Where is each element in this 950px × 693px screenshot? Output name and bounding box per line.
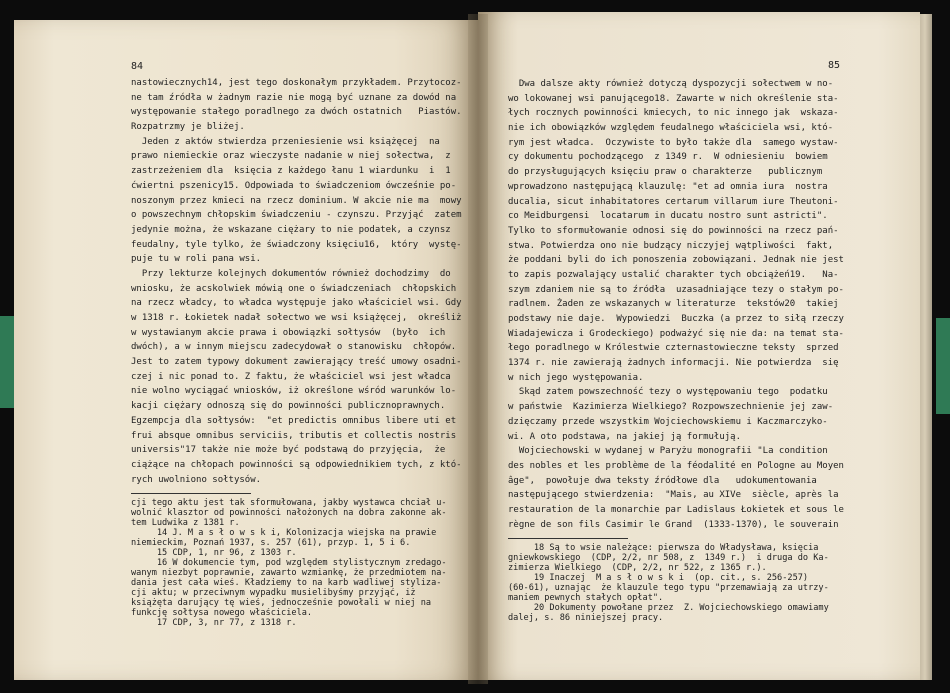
- text-line: Wojciechowski w wydanej w Paryżu monografii "La condition: [508, 446, 828, 457]
- left-body-lines: [131, 76, 478, 487]
- text-line: że poddani byli do ich ponoszenia zobowiązani. Jednak nie jest: [508, 255, 844, 266]
- text-line: Skąd zatem powszechność tezy o występowaniu tego podatku: [508, 387, 828, 398]
- text-line: Przy lekturze kolejnych dokumentów również dochodzimy do: [131, 268, 451, 279]
- right-footnote-rule: [508, 538, 628, 539]
- left-footnotes: [131, 498, 478, 628]
- text-line: do przysługujących księciu praw o charakterze publicznym: [508, 167, 823, 178]
- text-line: 1374 r. nie zawierają żadnych informacji. Nie potwierdza się: [508, 358, 839, 369]
- book-gutter: [468, 14, 488, 684]
- text-line: ne tam źródła w żadnym razie nie mogą być uznane za dowód na: [131, 92, 457, 103]
- text-line: dzięczamy przede wszystkim Wojciechowskiemu i Kaczmarczyko-: [508, 416, 828, 427]
- footnote-line: zimierza Wielkiego (CDP, 2/2, nr 522, z 1365 r.).: [508, 563, 767, 574]
- footnote-line: 19 Inaczej M a s ł o w s k i (op. cit., s. 256-257): [508, 573, 809, 584]
- text-line: kacji ciężary odnoszą się do powinności publicznoprawnych.: [131, 401, 446, 412]
- left-footnote-rule: [131, 493, 251, 494]
- footnote-line: niemieckim, Poznań 1937, s. 257 (61), przyp. 1, 5 i 6.: [131, 538, 411, 549]
- text-line: wo lokowanej wsi panującego18. Zawarte w nich określenie sta-: [508, 93, 839, 104]
- left-page: [14, 20, 478, 680]
- text-line: Tylko to sformułowanie odnosi się do powinności na rzecz pań-: [508, 225, 839, 236]
- footnote-line: tem Ludwika z 1381 r.: [131, 518, 240, 529]
- text-line: Dwa dalsze akty również dotyczą dyspozycji sołectwem w no-: [508, 79, 834, 89]
- text-line: rym jest władca. Oczywiste to było także dla samego wystaw-: [508, 137, 839, 148]
- right-page-number: 85: [828, 60, 841, 71]
- text-line: szym zdaniem nie są to źródła uzasadniające tezy o stałym po-: [508, 284, 844, 295]
- text-line: łego poradlnego w Królestwie czternastowieczne teksty sprzed: [508, 343, 839, 354]
- text-line: frui absque omnibus serviciis, tributis et collectis nostris: [131, 430, 457, 441]
- text-line: radlnem. Żaden ze wskazanych w literaturze tekstów20 takiej: [508, 299, 839, 310]
- footnote-line: 20 Dokumenty powołane przez Z. Wojciechowskiego omawiamy: [508, 603, 829, 614]
- text-line: podstawy nie daje. Wypowiedzi Buczka (a przez to siłą rzeczy: [508, 314, 844, 324]
- text-line: ducalia, sicut inhabitatores certarum villarum iure Theutoni-: [508, 196, 839, 207]
- text-line: Jest to zatem typowy dokument zawierający treść umowy osadni-: [131, 357, 462, 368]
- text-line: jedynie można, że wskazane ciężary to nie podatek, a czynsz: [131, 224, 451, 235]
- left-page-text: [131, 76, 478, 628]
- text-line: wniosku, że acskolwiek mówią one o świadczeniach chłopskich: [131, 283, 457, 294]
- footnote-line: cji aktu; w przeciwnym wypadku musielibyśmy przyjąć, iż: [131, 588, 416, 599]
- footnote-line: dalej, s. 86 niniejszej pracy.: [508, 613, 664, 624]
- text-line: ciążące na chłopach powinności są odpowiednikiem tych, z któ-: [131, 459, 462, 470]
- text-line: cy dokumentu pochodzącego z 1349 r. W odniesieniu bowiem: [508, 152, 828, 163]
- footnote-line: 14 J. M a s ł o w s k i, Kolonizacja wiejska na prawie: [131, 528, 437, 539]
- text-line: nie wolno wyciągać wniosków, iż określone wśród warunków lo-: [131, 386, 457, 397]
- footnote-line: cji tego aktu jest tak sformułowana, jakby wystawca chciał u-: [131, 498, 447, 509]
- footnote-line: wolnić klasztor od powinności nałożonych na dobra zakonne ak-: [131, 508, 447, 519]
- text-line: występowanie stałego poradlnego za dwóch ostatnich Piastów.: [131, 107, 462, 118]
- right-footnotes: [508, 543, 858, 623]
- footnote-line: gniewkowskiego (CDP, 2/2, nr 508, z 1349 r.) i druga do Ka-: [508, 553, 829, 564]
- footnote-line: maniem pewnych stałych opłat".: [508, 593, 664, 604]
- text-line: następującego stwierdzenia: "Mais, au XIVe siècle, après la: [508, 490, 839, 501]
- right-body-lines: [508, 77, 858, 532]
- text-line: restauration de la monarchie par Ladislaus Łokietek et sous le: [508, 504, 844, 515]
- text-line: âge", powołuje dwa teksty źródłowe dla udokumentowania: [508, 475, 817, 486]
- text-line: rych uwolniono sołtysów.: [131, 474, 262, 485]
- background-strip-right: [936, 318, 950, 414]
- footnote-line: dania jest cała wieś. Kładziemy to na karb wadliwej styliza-: [131, 578, 442, 589]
- text-line: ćwiertni pszenicy15. Odpowiada to świadczeniom ówcześnie po-: [131, 180, 457, 191]
- right-page: [478, 12, 920, 680]
- text-line: co Meidburgensi locatarum in ducatu nostro sunt astricti".: [508, 211, 828, 222]
- text-line: nastowiecznych14, jest tego doskonałym przykładem. Przytocoz-: [131, 78, 462, 88]
- text-line: Wiadajewicza i Grodeckiego) podważyć się nie da: na temat sta-: [508, 328, 844, 339]
- text-line: to zapis pozwalający ustalić charakter tych obciążeń19. Na-: [508, 269, 839, 280]
- footnote-line: wanym niezbyt poprawnie, zawarto wzmiankę, że przedmiotem na-: [131, 568, 447, 579]
- text-line: Jeden z aktów stwierdza przeniesienie wsi książęcej na: [131, 136, 440, 147]
- footnote-line: książęta darujący tę wieś, jednocześnie powołali w niej na: [131, 598, 432, 609]
- left-page-number: 84: [131, 61, 144, 72]
- right-page-text: [508, 77, 858, 623]
- footnote-line: 18 Są to wsie należące: pierwsza do Władysława, księcia: [508, 543, 819, 554]
- text-line: règne de son fils Casimir le Grand (1333-1370), le souverain: [508, 519, 839, 530]
- footnote-line: 16 W dokumencie tym, pod względem stylistycznym zredago-: [131, 558, 447, 569]
- text-line: zastrzeżeniem dla księcia z każdego łanu 1 wiardunku i 1: [131, 166, 451, 177]
- text-line: universis"17 także nie może być podstawą do przyjęcia, że: [131, 445, 446, 456]
- text-line: o powszechnym chłopskim świadczeniu - czynszu. Przyjąć zatem: [131, 210, 462, 221]
- text-line: Rozpatrzmy je bliżej.: [131, 122, 245, 133]
- text-line: nie ich obowiązków względem feudalnego właściciela wsi, któ-: [508, 123, 834, 134]
- text-line: w wystawianym akcie prawa i obowiązki sołtysów (było ich: [131, 327, 446, 338]
- text-line: puje tu w roli pana wsi.: [131, 254, 262, 265]
- text-line: des nobles et les problème de la féodalité en Pologne au Moyen: [508, 460, 844, 471]
- text-line: wprowadzono następującą klauzulę: "et ad omnia iura nostra: [508, 181, 828, 192]
- book-page-edges: [918, 14, 932, 680]
- text-line: w nich jego występowania.: [508, 372, 644, 383]
- text-line: w 1318 r. Łokietek nadał sołectwo we wsi książęcej, określiż: [131, 313, 462, 323]
- text-line: na rzecz władcy, to władca występuje jako właściciel wsi. Gdy: [131, 298, 462, 309]
- text-line: stwa. Potwierdza ono nie budzący niczyjej wątpliwości fakt,: [508, 240, 834, 251]
- footnote-line: 15 CDP, 1, nr 96, z 1303 r.: [131, 548, 297, 559]
- text-line: w państwie Kazimierza Wielkiego? Rozpowszechnienie jej zaw-: [508, 402, 834, 413]
- text-line: łych rocznych powinności kmiecych, to nic innego jak wskaza-: [508, 108, 839, 119]
- footnote-line: (60-61), uznając że klauzule tego typu "przemawiają za utrzy-: [508, 583, 829, 594]
- text-line: Egzempcja dla sołtysów: "et predictis omnibus libere uti et: [131, 415, 457, 426]
- text-line: feudalny, tyle tylko, że świadczony księciu16, który wystę-: [131, 239, 462, 250]
- footnote-line: 17 CDP, 3, nr 77, z 1318 r.: [131, 618, 297, 629]
- text-line: wi. A oto podstawa, na jakiej ją formułują.: [508, 431, 741, 442]
- text-line: czej i nic ponad to. Z faktu, że właściciel wsi jest władca: [131, 371, 451, 382]
- text-line: prawo niemieckie oraz wieczyste nadanie w niej sołectwa, z: [131, 151, 451, 162]
- text-line: noszonym przez kmieci na rzecz dominium. W akcie nie ma mowy: [131, 195, 462, 206]
- footnote-line: funkcję sołtysa nowego właściciela.: [131, 608, 313, 619]
- text-line: dwóch), a w innym miejscu zadecydował o stanowisku chłopów.: [131, 342, 457, 353]
